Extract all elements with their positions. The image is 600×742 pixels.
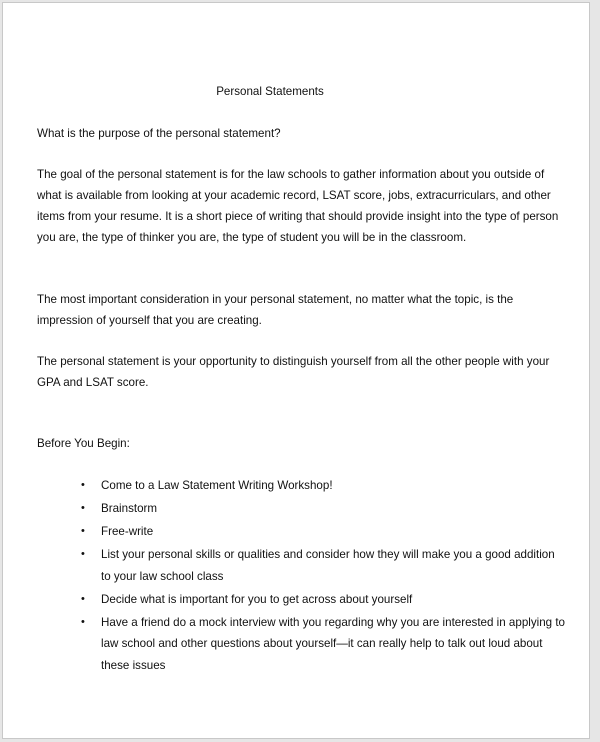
list-item-text: List your personal skills or qualities and consider how they will make you a good addition to your law school class xyxy=(101,548,555,583)
purpose-question: What is the purpose of the personal statement? xyxy=(37,127,281,140)
list-item xyxy=(37,521,567,543)
paragraph-goal: The goal of the personal statement is for the law schools to gather information about you outside of what is available from looking at your academic record, LSAT score, jobs, extracurriculars, and other items from your resume. It is a short piece of writing that should provide insight into the type of person you are, the type of thinker you are, the type of student you will be in the classroom. xyxy=(37,168,559,244)
bullet-icon: • xyxy=(81,479,85,491)
bullet-icon: • xyxy=(81,525,85,537)
list-item xyxy=(37,612,567,677)
paragraph-opportunity: The personal statement is your opportunity to distinguish yourself from all the other people with your GPA and LSAT score. xyxy=(37,355,550,389)
before-you-begin-heading: Before You Begin: xyxy=(37,437,130,450)
list-item xyxy=(37,498,567,520)
list-item xyxy=(37,589,567,611)
list-item xyxy=(37,544,567,587)
list-item-text: Brainstorm xyxy=(101,502,158,515)
bullet-icon: • xyxy=(81,615,85,628)
bullet-icon: • xyxy=(81,548,85,560)
bullet-icon: • xyxy=(81,592,85,605)
list-item-text: Come to a Law Statement Writing Workshop! xyxy=(101,479,333,492)
bullet-icon: • xyxy=(81,502,85,514)
list-item-text: Decide what is important for you to get across about yourself xyxy=(101,592,413,606)
document-title: Personal Statements xyxy=(216,85,324,98)
paragraph-important-consideration: The most important consideration in your personal statement, no matter what the topic, is the impression of yourself that you are creating. xyxy=(37,293,514,327)
before-you-begin-list xyxy=(37,475,567,678)
document-page xyxy=(2,2,590,739)
list-item-text: Free-write xyxy=(101,525,154,538)
list-item-text: Have a friend do a mock interview with you regarding why you are interested in applying to law school and other questions about yourself—it can really help to talk out loud about these issues xyxy=(101,615,565,672)
list-item xyxy=(37,475,567,497)
